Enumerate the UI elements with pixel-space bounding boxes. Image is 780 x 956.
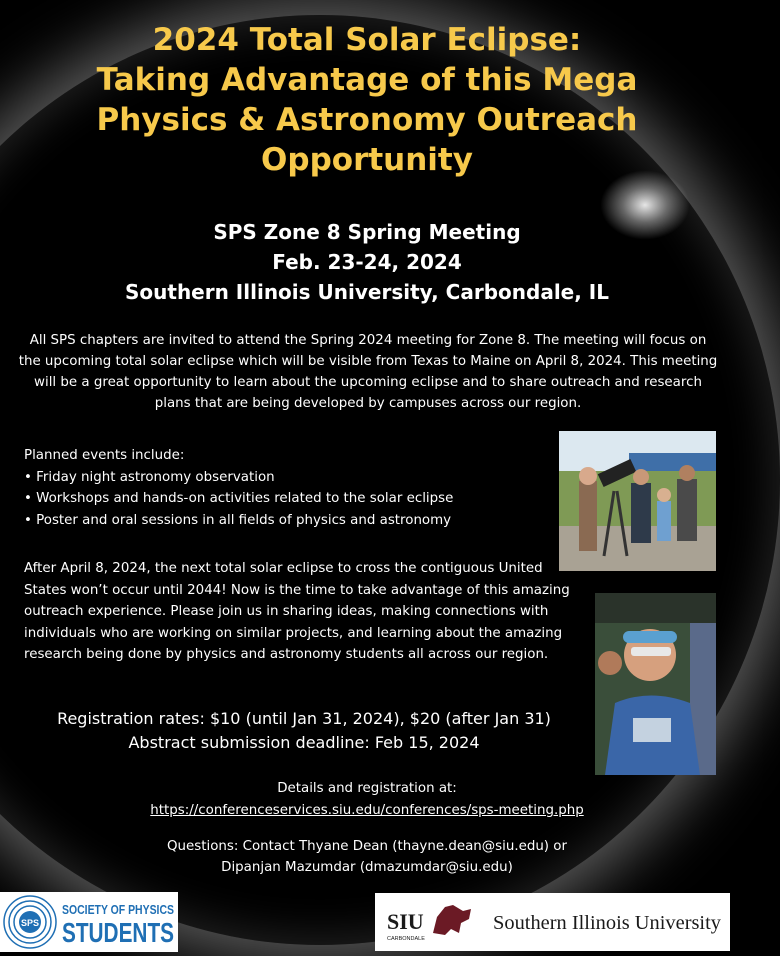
sps-badge-text: SPS xyxy=(20,918,40,928)
sps-name-line1: SOCIETY OF PHYSICS xyxy=(62,902,175,917)
registration-rates: Registration rates: $10 (until Jan 31, 2024), $20 (after Jan 31) xyxy=(57,709,551,728)
sps-logo-graphic xyxy=(0,892,178,952)
events-list xyxy=(24,467,544,532)
list-item: • Friday night astronomy observation xyxy=(24,467,544,489)
saluki-icon xyxy=(433,905,471,935)
eclipse-glasses-photo-illustration xyxy=(595,593,716,775)
meeting-info xyxy=(0,217,734,307)
eclipse-glasses-photo xyxy=(595,593,716,775)
telescope-photo xyxy=(559,431,716,571)
siu-logo-graphic xyxy=(375,893,730,951)
contact-section xyxy=(0,836,734,878)
abstract-deadline: Abstract submission deadline: Feb 15, 2024 xyxy=(128,733,480,752)
page-title xyxy=(0,20,734,180)
details-section xyxy=(0,778,734,822)
intro-paragraph: All SPS chapters are invited to attend the Spring 2024 meeting for Zone 8. The meeting will focus on the upcoming total solar eclipse which will be visible from Texas to Maine on April 8, 2024. This meeting will be a great opportunity to learn about the upcoming eclipse and to share outreach and research plans that are being developed by campuses across our region. xyxy=(18,333,718,411)
title-line: Physics & Astronomy Outreach xyxy=(96,102,638,138)
sps-name-line2: STUDENTS xyxy=(62,917,174,948)
list-item: • Workshops and hands-on activities related to the solar eclipse xyxy=(24,488,544,510)
registration-link[interactable]: https://conferenceservices.siu.edu/conferences/sps-meeting.php xyxy=(150,803,584,818)
title-line: 2024 Total Solar Eclipse: xyxy=(152,22,582,58)
meeting-name: SPS Zone 8 Spring Meeting xyxy=(213,220,521,244)
registration-info xyxy=(0,707,608,755)
siu-logo xyxy=(375,893,730,951)
after-eclipse-paragraph: After April 8, 2024, the next total solar eclipse to cross the contiguous United States won’t occur until 2044! Now is the time to take advantage of this amazing outreach experience. Please join us in sharing ideas, making connections with individuals who are working on similar projects, and learning about the amazing research being done by physics and astronomy students all across our region. xyxy=(24,561,570,662)
siu-sub-text: CARBONDALE xyxy=(387,936,425,942)
contact-line: Dipanjan Mazumdar (dmazumdar@siu.edu) xyxy=(221,860,513,875)
title-line: Taking Advantage of this Mega xyxy=(96,62,638,98)
list-item: • Poster and oral sessions in all fields of physics and astronomy xyxy=(24,510,544,532)
title-line: Opportunity xyxy=(261,142,473,178)
siu-mark-text: SIU xyxy=(387,909,424,934)
sps-logo xyxy=(0,892,178,952)
events-heading: Planned events include: xyxy=(24,448,185,463)
details-label: Details and registration at: xyxy=(277,781,457,796)
planned-events xyxy=(24,445,544,531)
contact-line: Questions: Contact Thyane Dean (thayne.dean@siu.edu) or xyxy=(166,839,567,854)
telescope-photo-illustration xyxy=(559,431,716,571)
meeting-dates: Feb. 23-24, 2024 xyxy=(272,250,462,274)
siu-name-text: Southern Illinois University xyxy=(493,912,721,934)
meeting-location: Southern Illinois University, Carbondale, IL xyxy=(125,280,609,304)
